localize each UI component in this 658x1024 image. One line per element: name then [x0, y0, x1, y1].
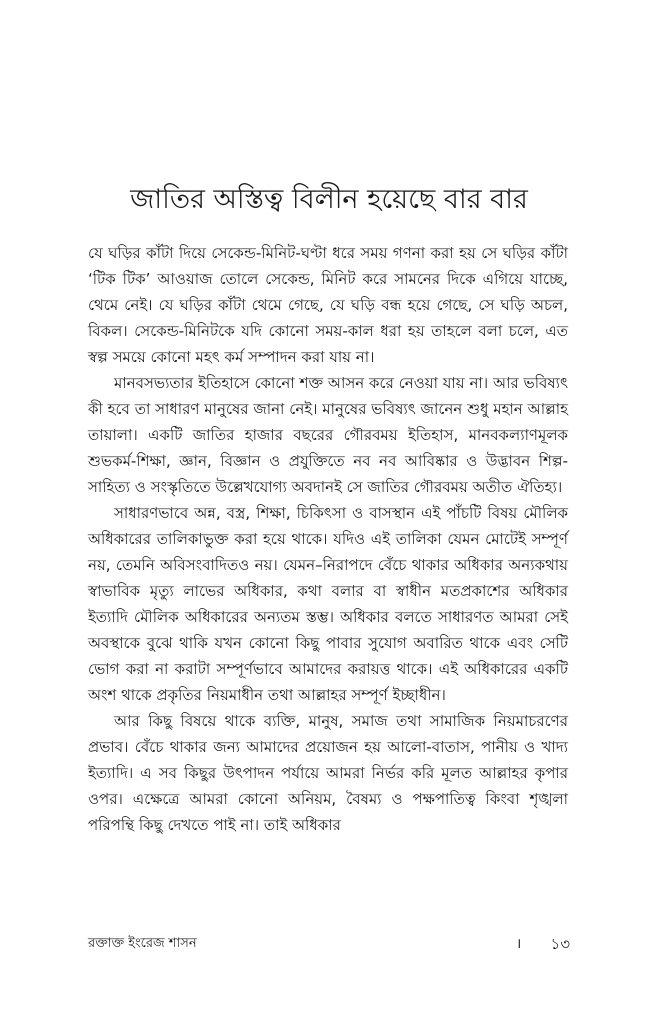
footer-separator: । [516, 936, 522, 952]
chapter-body [88, 240, 568, 838]
chapter-title: জাতির অস্তিত্ব বিলীন হয়েছে বার বার [130, 184, 528, 215]
paragraph-4: আর কিছু বিষয়ে থাকে ব্যক্তি, মানুষ, সমাজ তথা সামাজিক নিয়মাচরণের প্রভাব। বেঁচে থাকার জন্য আমাদের প্রয়োজন হয় আলো-বাতাস, পানীয় ও খাদ্য ইত্যাদি। এ সব কিছুর উৎপাদন পর্যায়ে আমরা নির্ভর করি মূলত আল্লাহর কৃপার ওপর। এক্ষেত্রে আমরা কোনো অনিয়ম, বৈষম্য ও পক্ষপাতিত্ব কিংবা শৃঙ্খলা পরিপন্থি কিছু দেখতে পাই না। তাই অধিকার [88, 712, 568, 834]
page-number: ১৩ [550, 935, 570, 953]
paragraph-2: মানবসভ্যতার ইতিহাসে কোনো শক্ত আসন করে নেওয়া যায় না। আর ভবিষ্যৎ কী হবে তা সাধারণ মানুষের জানা নেই। মানুষের ভবিষ্যৎ জানেন শুধু মহান আল্লাহ তায়ালা। একটি জাতির হাজার বছরের গৌরবময় ইতিহাস, মানবকল্যাণমূলক শুভকর্ম-শিক্ষা, জ্ঞান, বিজ্ঞান ও প্রযুক্তিতে নব নব আবিষ্কার ও উদ্ভাবন শিল্প-সাহিত্য ও সংস্কৃতিতে উল্লেখযোগ্য অবদানই সে জাতির গৌরবময় অতীত ঐতিহ্য। [88, 374, 568, 496]
paragraph-3: সাধারণভাবে অন্ন, বস্ত্র, শিক্ষা, চিকিৎসা ও বাসস্থান এই পাঁচটি বিষয় মৌলিক অধিকারের তালিকাভুক্ত করা হয়ে থাকে। যদিও এই তালিকা যেমন মোটেই সম্পূর্ণ নয়, তেমনি অবিসংবাদিতও নয়। যেমন–নিরাপদে বেঁচে থাকার অধিকার অন্যকথায় স্বাভাবিক মৃত্যু লাভের অধিকার, কথা বলার বা স্বাধীন মতপ্রকাশের অধিকার ইত্যাদি মৌলিক অধিকারের অন্যতম স্তম্ভ। অধিকার বলতে সাধারণত আমরা সেই অবস্থাকে বুঝে থাকি যখন কোনো কিছু পাবার সুযোগ অবারিত থাকে এবং সেটি ভোগ করা না করাটা সম্পূর্ণভাবে আমাদের করায়ত্ত থাকে। এই অধিকারের একটি অংশ থাকে প্রকৃতির নিয়মাধীন তথা আল্লাহর সম্পূর্ণ ইচ্ছাধীন। [88, 504, 568, 704]
paragraph-1: যে ঘড়ির কাঁটা দিয়ে সেকেন্ড-মিনিট-ঘণ্টা ধরে সময় গণনা করা হয় সে ঘড়ির কাঁটা ‘টিক টিক’ আওয়াজ তোলে সেকেন্ড, মিনিট করে সামনের দিকে এগিয়ে যাচ্ছে, থেমে নেই। যে ঘড়ির কাঁটা থেমে গেছে, যে ঘড়ি বন্ধ হয়ে গেছে, সে ঘড়ি অচল, বিকল। সেকেন্ড-মিনিটকে যদি কোনো সময়-কাল ধরা হয় তাহলে বলা চলে, এত স্বল্প সময়ে কোনো মহৎ কর্ম সম্পাদন করা যায় না। [88, 244, 568, 366]
running-footer-title: রক্তাক্ত ইংরেজ শাসন [88, 936, 197, 951]
